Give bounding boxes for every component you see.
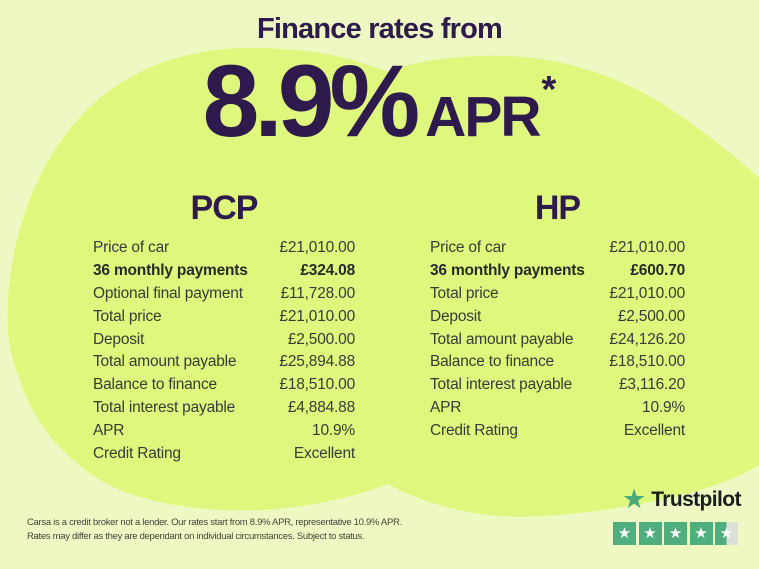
finance-row (93, 328, 355, 351)
finance-row-label: Balance to finance (430, 353, 554, 371)
star-icon: ★ (719, 524, 734, 542)
page-title: Finance rates from (256, 13, 503, 45)
rating-star-box (715, 522, 738, 545)
finance-row-value: 10.9% (312, 421, 355, 439)
finance-row-label: Total interest payable (430, 376, 573, 394)
finance-row-value: £21,010.00 (609, 239, 685, 257)
rate-unit: APR (425, 85, 540, 149)
finance-row (430, 374, 685, 397)
finance-row-label: Price of car (430, 239, 506, 257)
rating-star-box (664, 522, 687, 545)
finance-row (93, 260, 355, 283)
finance-row-label: 36 monthly payments (430, 262, 585, 280)
finance-row (430, 283, 685, 306)
finance-row (93, 419, 355, 442)
finance-row (430, 351, 685, 374)
finance-row (93, 397, 355, 420)
finance-row-label: APR (93, 421, 125, 439)
hp-finance-table (430, 237, 685, 442)
finance-row-label: Deposit (430, 307, 482, 325)
finance-row-label: 36 monthly payments (93, 262, 248, 280)
pcp-column-title: PCP (190, 189, 258, 227)
star-icon: ★ (668, 524, 683, 542)
finance-row-value: £2,500.00 (617, 307, 685, 325)
finance-row-value: £2,500.00 (287, 330, 355, 348)
finance-row (93, 305, 355, 328)
star-icon: ★ (694, 524, 708, 542)
finance-row-label: Total interest payable (93, 398, 236, 416)
legal-disclaimer (27, 516, 427, 543)
finance-row-value: 10.9% (642, 398, 685, 416)
finance-row-value: £21,010.00 (279, 239, 355, 257)
finance-row (93, 442, 355, 465)
finance-row-value: £600.70 (630, 262, 685, 280)
finance-row-value: £3,116.20 (618, 376, 685, 394)
finance-row (430, 397, 685, 420)
rating-star-box (690, 522, 713, 545)
finance-row-label: Balance to finance (93, 376, 217, 394)
finance-row-value: Excellent (623, 421, 685, 439)
finance-row-value: £18,510.00 (279, 376, 355, 394)
finance-row (93, 237, 355, 260)
finance-row-label: Total price (430, 284, 499, 302)
finance-row-value: £11,728.00 (280, 284, 355, 302)
finance-row-value: £4,884.88 (287, 398, 355, 416)
trustpilot-logo (622, 486, 741, 513)
trustpilot-star-icon: ★ (622, 484, 647, 515)
finance-row-value: £24,126.20 (609, 330, 685, 348)
finance-row-label: Deposit (93, 330, 145, 348)
star-icon: ★ (643, 524, 657, 542)
finance-row-label: Optional final payment (93, 284, 243, 302)
finance-row-label: Price of car (93, 239, 169, 257)
rating-star-box (613, 522, 636, 545)
finance-row-label: Total amount payable (430, 330, 574, 348)
finance-row-label: Total price (93, 307, 162, 325)
finance-row (93, 283, 355, 306)
headline-rate (0, 44, 759, 158)
finance-row (430, 419, 685, 442)
finance-row (430, 328, 685, 351)
finance-row-label: Credit Rating (430, 421, 518, 439)
hp-column-title: HP (534, 189, 581, 227)
star-icon: ★ (617, 524, 632, 542)
finance-row (430, 260, 685, 283)
finance-row-value: £21,010.00 (609, 284, 685, 302)
finance-row-value: £21,010.00 (279, 307, 355, 325)
pcp-finance-table (93, 237, 355, 465)
finance-row-value: £324.08 (300, 262, 355, 280)
finance-row-value: £18,510.00 (609, 353, 685, 371)
finance-row-label: Total amount payable (93, 353, 237, 371)
disclaimer-line-2: Rates may differ as they are dependant on individual circumstances. Subject to status. (27, 530, 365, 542)
finance-row-label: APR (430, 398, 462, 416)
finance-row-value: £25,894.88 (279, 353, 355, 371)
finance-row-label: Credit Rating (93, 444, 181, 462)
finance-row (93, 351, 355, 374)
disclaimer-line-1: Carsa is a credit broker not a lender. Our rates start from 8.9% APR, representative 10.9% APR. (27, 517, 402, 528)
rate-footnote-asterisk: * (541, 69, 557, 111)
rate-value: 8.9% (202, 44, 416, 158)
finance-row (430, 305, 685, 328)
finance-row (430, 237, 685, 260)
finance-row (93, 374, 355, 397)
trustpilot-brand-name: Trustpilot (651, 487, 741, 511)
trustpilot-stars (613, 522, 738, 545)
finance-row-value: Excellent (293, 444, 355, 462)
rating-star-box (639, 522, 662, 545)
